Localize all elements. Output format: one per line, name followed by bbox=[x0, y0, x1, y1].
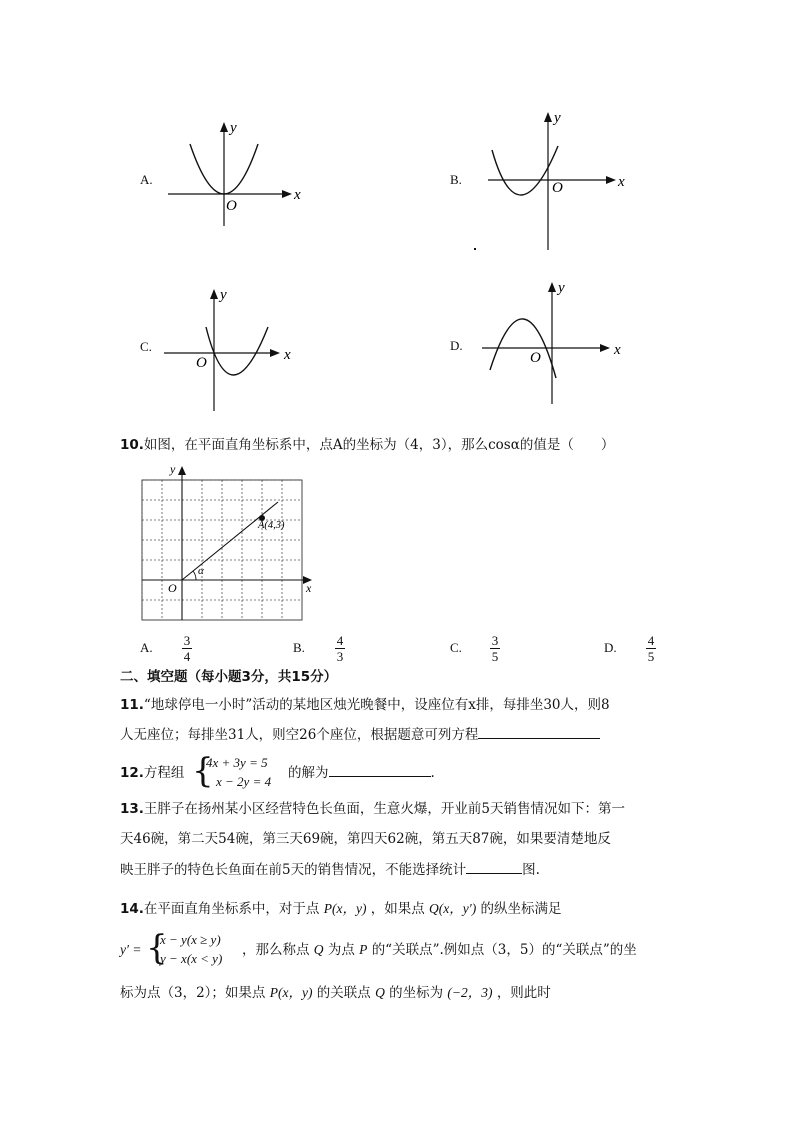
q14-line1a: 在平面直角坐标系中，对于点 bbox=[143, 901, 320, 917]
q13-line2: 天46碗，第二天54碗，第三天69碗，第四天62碗，第五天87碗，如果要清楚地反 bbox=[120, 831, 611, 847]
q10-option-c-letter: C. bbox=[450, 640, 462, 655]
q14-yprime: y′ = bbox=[120, 942, 142, 957]
q14-line3c: 的坐标为 bbox=[389, 985, 444, 1001]
q14-case1: x − y(x ≥ y) bbox=[160, 932, 221, 947]
y-label: y bbox=[220, 287, 227, 303]
q12-answer-blank[interactable] bbox=[329, 762, 431, 777]
parabola-curve bbox=[206, 327, 268, 375]
stray-dot bbox=[474, 248, 476, 250]
q14-point-p2: P(x，y) bbox=[269, 985, 313, 1000]
graph-option-a bbox=[138, 118, 318, 228]
y-arrow-icon bbox=[178, 466, 186, 475]
q14-brace-icon: { bbox=[146, 928, 168, 968]
q11-line1 bbox=[120, 694, 610, 716]
q14-line3a: 标为点（3，2）；如果点 bbox=[120, 985, 266, 1001]
q12-lead bbox=[120, 762, 184, 784]
q13-line1-text: 王胖子在扬州某小区经营特色长鱼面，生意火爆，开业前5天销售情况如下：第一 bbox=[143, 801, 626, 817]
q14-line3b: 的关联点 bbox=[316, 985, 371, 1001]
option-c-letter: C. bbox=[140, 339, 152, 354]
x-label: x bbox=[614, 342, 621, 358]
denominator: 3 bbox=[336, 649, 344, 664]
q13-line3a: 映王胖子的特色长鱼面在前5天的销售情况，不能选择统计 bbox=[120, 862, 467, 878]
graph-option-d bbox=[448, 278, 648, 408]
option-d-letter: D. bbox=[450, 338, 463, 353]
origin-label: O bbox=[552, 180, 563, 196]
graph-d-svg bbox=[480, 278, 640, 408]
graph-a-svg bbox=[168, 118, 318, 228]
numerator: 3 bbox=[491, 633, 499, 648]
q14-number: 14. bbox=[120, 901, 144, 917]
graph-option-c bbox=[138, 285, 318, 415]
q12-number: 12. bbox=[120, 765, 144, 781]
section-2-title: 二、填空题（每小题3分，共15分） bbox=[120, 669, 338, 685]
denominator: 5 bbox=[647, 649, 655, 664]
numerator: 4 bbox=[647, 633, 655, 648]
q13-line1 bbox=[120, 798, 625, 820]
q14-line3d: ，则此时 bbox=[496, 985, 551, 1001]
y-label: y bbox=[230, 120, 237, 136]
q11-number: 11. bbox=[120, 697, 144, 713]
q10-option-d-fraction bbox=[646, 634, 656, 663]
q14-line1 bbox=[120, 898, 562, 920]
q10-option-c-fraction bbox=[490, 634, 500, 663]
denominator: 4 bbox=[183, 649, 191, 664]
q10-text: 如图，在平面直角坐标系中，点A的坐标为（4，3），那么cosα的值是（ ） bbox=[143, 437, 615, 453]
numerator: 3 bbox=[183, 633, 191, 648]
q10-option-b-fraction bbox=[335, 634, 345, 663]
q12-prefix: 方程组 bbox=[143, 765, 185, 781]
q14-point-p: P(x，y) bbox=[323, 901, 367, 916]
origin-label: O bbox=[226, 198, 237, 214]
option-b-letter: B. bbox=[450, 172, 462, 187]
graph-b-svg bbox=[486, 108, 646, 258]
x-arrow-icon bbox=[282, 190, 292, 198]
q11-line2 bbox=[120, 724, 600, 746]
y-label: y bbox=[558, 280, 565, 296]
origin-label: O bbox=[530, 350, 541, 366]
x-label: x bbox=[306, 581, 312, 595]
q10-option-b-letter: B. bbox=[293, 640, 305, 655]
grid-lines bbox=[142, 480, 302, 620]
q11-line1-text: “地球停电一小时”活动的某地区烛光晚餐中，设座位有x排，每排坐30人，则8 bbox=[143, 697, 610, 713]
q10-option-a-letter: A. bbox=[140, 640, 153, 655]
y-label: y bbox=[170, 462, 176, 476]
q14-line2 bbox=[120, 928, 680, 972]
x-label: x bbox=[284, 347, 291, 363]
angle-arc bbox=[193, 571, 196, 580]
graph-option-b bbox=[448, 108, 648, 258]
q14-case2: y − x(x < y) bbox=[160, 951, 223, 966]
angle-label: α bbox=[198, 565, 204, 577]
q10-option-d-letter: D. bbox=[604, 640, 617, 655]
q14-line1b: ，如果点 bbox=[370, 901, 425, 917]
q13-line3b: 图. bbox=[522, 862, 540, 878]
q14-q-symbol: Q bbox=[313, 942, 324, 957]
q14-line2-rest bbox=[242, 939, 637, 961]
q14-line2c: 的“关联点”.例如点（3，5）的“关联点”的坐 bbox=[371, 942, 637, 958]
x-label: x bbox=[294, 187, 301, 203]
ray-oa bbox=[182, 502, 278, 580]
q14-line3 bbox=[120, 982, 551, 1004]
x-arrow-icon bbox=[600, 344, 610, 352]
q12-suffix: 的解为 bbox=[288, 765, 329, 781]
q13-number: 13. bbox=[120, 801, 144, 817]
q10-figure bbox=[136, 460, 321, 625]
q14-line2b: 为点 bbox=[327, 942, 355, 958]
y-label: y bbox=[554, 110, 561, 126]
q14-coord: (−2，3) bbox=[447, 985, 493, 1000]
x-arrow-icon bbox=[606, 176, 616, 184]
graph-c-svg bbox=[162, 285, 312, 415]
point-a-label: A(4,3) bbox=[258, 520, 285, 531]
origin-label: O bbox=[196, 355, 207, 371]
q12 bbox=[120, 752, 480, 796]
origin-label: O bbox=[168, 581, 177, 595]
option-a-letter: A. bbox=[140, 172, 153, 187]
q12-tail bbox=[288, 762, 435, 784]
q10-number: 10. bbox=[120, 437, 144, 453]
y-arrow-icon bbox=[210, 289, 218, 299]
q12-eq2: x − 2y = 4 bbox=[216, 774, 272, 789]
q11-line2-text: 人无座位；每排坐31人，则空26个座位，根据题意可列方程 bbox=[120, 727, 479, 743]
x-label: x bbox=[618, 174, 625, 190]
q14-q2-symbol: Q bbox=[375, 985, 385, 1000]
denominator: 5 bbox=[491, 649, 499, 664]
q12-end: . bbox=[430, 765, 435, 781]
q13-answer-blank[interactable] bbox=[466, 859, 522, 874]
numerator: 4 bbox=[336, 633, 344, 648]
q14-point-q: Q(x，y′) bbox=[429, 901, 477, 916]
q13-line3 bbox=[120, 859, 540, 881]
y-arrow-icon bbox=[544, 112, 552, 122]
q12-eq1: 4x + 3y = 5 bbox=[206, 755, 268, 770]
q12-brace-icon: { bbox=[192, 751, 214, 791]
y-arrow-icon bbox=[548, 282, 556, 292]
q10-stem bbox=[120, 434, 614, 456]
q14-line2a: ，那么称点 bbox=[242, 942, 310, 958]
x-arrow-icon bbox=[270, 349, 280, 357]
q10-option-a-fraction bbox=[182, 634, 192, 663]
y-arrow-icon bbox=[220, 122, 228, 132]
q14-p-symbol: P bbox=[359, 942, 368, 957]
q11-answer-blank[interactable] bbox=[478, 724, 600, 739]
q14-line1c: 的纵坐标满足 bbox=[480, 901, 562, 917]
